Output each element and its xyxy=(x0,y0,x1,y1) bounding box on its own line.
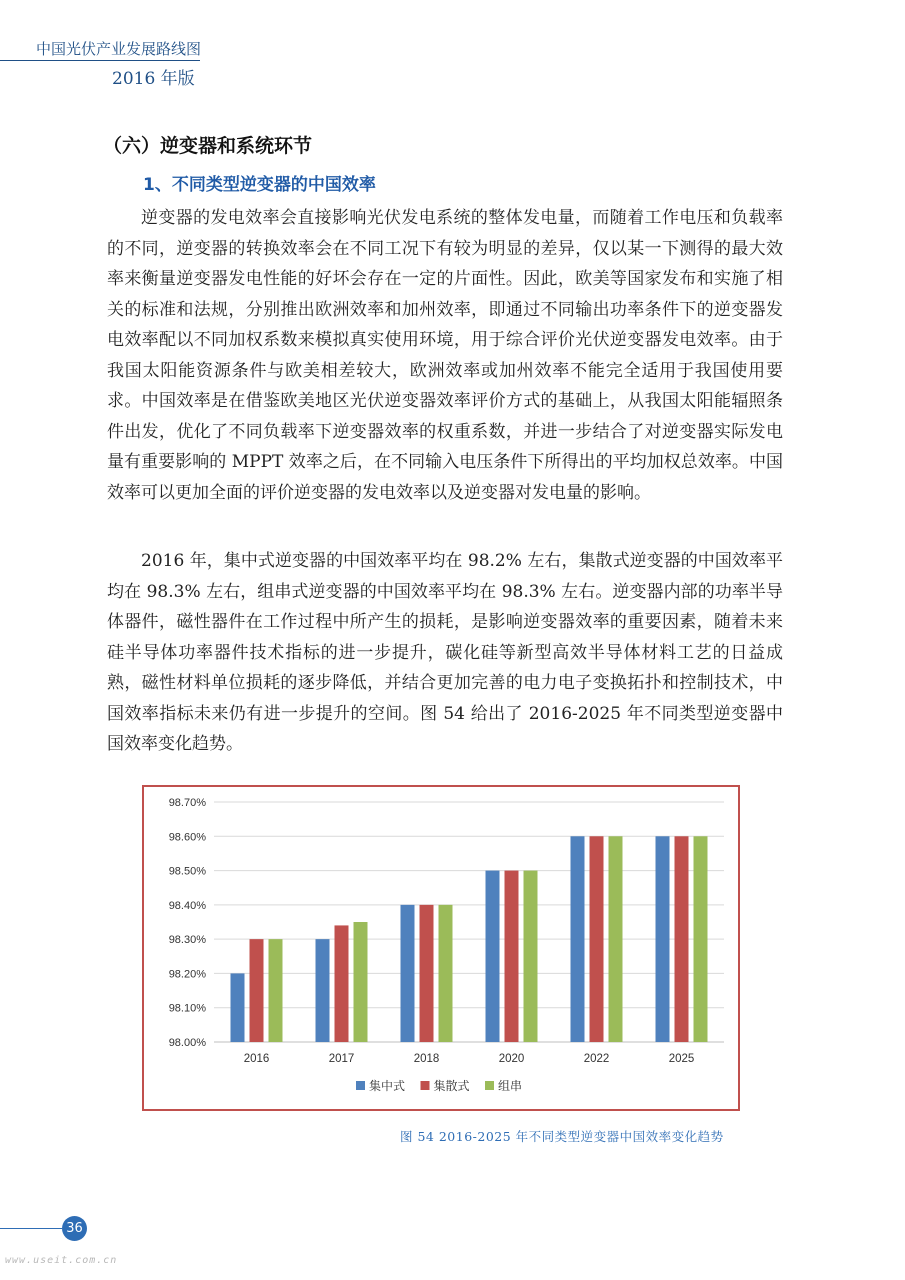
chart-frame xyxy=(142,785,740,1111)
footer-rule xyxy=(0,1228,62,1229)
x-tick-label: 2025 xyxy=(668,1053,695,1065)
bar xyxy=(439,905,453,1042)
y-tick-label: 98.50% xyxy=(168,865,206,878)
bar xyxy=(505,871,519,1042)
bar xyxy=(590,836,604,1042)
watermark: www.useit.com.cn xyxy=(5,1255,118,1266)
legend-swatch xyxy=(485,1081,494,1090)
bar xyxy=(694,836,708,1042)
bar xyxy=(524,871,538,1042)
legend-label: 集散式 xyxy=(433,1079,470,1093)
y-tick-label: 98.70% xyxy=(168,797,206,809)
legend-swatch xyxy=(356,1081,365,1090)
x-tick-label: 2020 xyxy=(498,1053,525,1065)
x-tick-label: 2017 xyxy=(328,1053,355,1065)
bar xyxy=(354,922,368,1042)
bar xyxy=(675,836,689,1042)
header-year: 2016 年版 xyxy=(112,69,195,89)
bar xyxy=(231,973,245,1042)
figure-caption: 图 54 2016-2025 年不同类型逆变器中国效率变化趋势 xyxy=(400,1129,724,1144)
subsection-heading: 1、不同类型逆变器的中国效率 xyxy=(143,175,376,195)
bar xyxy=(571,836,585,1042)
header-title: 中国光伏产业发展路线图 xyxy=(36,40,202,58)
y-tick-label: 98.40% xyxy=(168,899,206,912)
y-tick-label: 98.00% xyxy=(168,1037,206,1049)
y-tick-label: 98.20% xyxy=(168,968,206,981)
bar xyxy=(335,925,349,1042)
section-heading: （六）逆变器和系统环节 xyxy=(103,135,313,157)
body-paragraph-1: 逆变器的发电效率会直接影响光伏发电系统的整体发电量，而随着工作电压和负载率的不同，逆变器的转换效率会在不同工况下有较为明显的差异，仅以某一下测得的最大效率来衡量逆变器发电性能的好坏会存在一定的片面性。因此，欧美等国家发布和实施了相关的标准和法规，分别推出欧洲效率和加州效率，即通过不同输出功率条件下的逆变器发电效率配以不同加权系数来模拟真实使用环境，用于综合评价光伏逆变器发电效率。由于我国太阳能资源条件与欧美相差较大，欧洲效率或加州效率不能完全适用于我国使用要求。中国效率是在借鉴欧美地区光伏逆变器效率评价方式的基础上，从我国太阳能辐照条件出发，优化了不同负载率下逆变器效率的权重系数，并进一步结合了对逆变器实际发电量有重要影响的 MPPT 效率之后，在不同输入电压条件下所得出的平均加权总效率。中国效率可以更加全面的评价逆变器的发电效率以及逆变器对发电量的影响。 xyxy=(107,208,783,503)
legend-label: 组串 xyxy=(498,1079,523,1093)
page-number: 36 xyxy=(62,1216,87,1241)
header-rule xyxy=(0,60,200,61)
bar xyxy=(609,836,623,1042)
x-tick-label: 2018 xyxy=(413,1053,440,1065)
bar xyxy=(269,939,283,1042)
bar xyxy=(656,836,670,1042)
bar xyxy=(401,905,415,1042)
x-tick-label: 2016 xyxy=(243,1053,270,1065)
y-tick-label: 98.30% xyxy=(168,934,206,947)
bar-chart xyxy=(144,787,738,1109)
bar xyxy=(316,939,330,1042)
body-paragraph-2: 2016 年，集中式逆变器的中国效率平均在 98.2% 左右，集散式逆变器的中国效率平均在 98.3% 左右，组串式逆变器的中国效率平均在 98.3% 左右。逆变器内部的功率半导体器件，磁性器件在工作过程中所产生的损耗，是影响逆变器效率的重要因素，随着未来硅半导体功率器件技术指标的进一步提升，碳化硅等新型高效半导体材料工艺的日益成熟，磁性材料单位损耗的逐步降低，并结合更加完善的电力电子变换拓扑和控制技术，中国效率指标未来仍有进一步提升的空间。图 54 给出了 2016-2025 年不同类型逆变器中国效率变化趋势。 xyxy=(107,551,783,754)
bar xyxy=(420,905,434,1042)
y-tick-label: 98.10% xyxy=(168,1002,206,1015)
bar xyxy=(250,939,264,1042)
x-tick-label: 2022 xyxy=(583,1053,610,1065)
y-tick-label: 98.60% xyxy=(168,831,206,844)
legend-label: 集中式 xyxy=(369,1079,406,1093)
bar xyxy=(486,871,500,1042)
legend-swatch xyxy=(421,1081,430,1090)
